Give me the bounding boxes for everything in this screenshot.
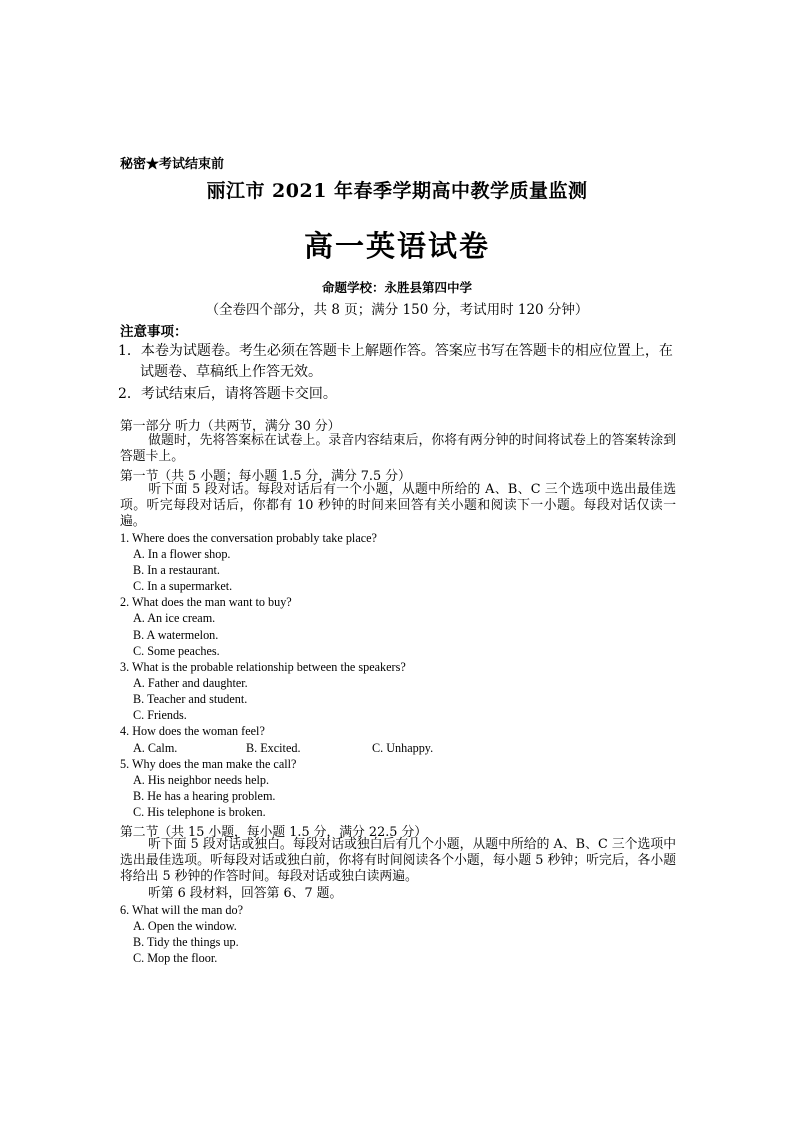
question-4-option-a: A. Calm. xyxy=(133,741,178,755)
question-1-option-a: A. In a flower shop. xyxy=(133,547,231,561)
part1-title: 第一部分 听力（共两节，满分 30 分） xyxy=(120,419,341,434)
notice-item-2: 2．考试结束后，请将答题卡交回。 xyxy=(118,386,337,402)
question-5: 5. Why does the man make the call? xyxy=(120,757,297,771)
section2-instruction xyxy=(120,837,676,885)
exam-title: 丽江市 2021 年春季学期高中教学质量监测 xyxy=(206,180,588,202)
question-2: 2. What does the man want to buy? xyxy=(120,595,292,609)
question-6-option-c: C. Mop the floor. xyxy=(133,951,218,965)
question-5-option-c: C. His telephone is broken. xyxy=(133,805,266,819)
question-6-option-a: A. Open the window. xyxy=(133,919,237,933)
question-3-option-b: B. Teacher and student. xyxy=(133,692,248,706)
notice-item-1-continued: 试题卷、草稿纸上作答无效。 xyxy=(140,364,322,380)
question-1-option-c: C. In a supermarket. xyxy=(133,579,233,593)
setter-school: 命题学校：永胜县第四中学 xyxy=(321,280,472,295)
question-4-option-b: B. Excited. xyxy=(246,741,301,755)
section2-instruction-text: 听下面 5 段对话或独白。每段对话或独白后有几个小题，从题中所给的 A、B、C 三个选项中选出最佳选项。听每段对话或独白前，你将有时间阅读各个小题，每小题 5 秒钟；听完后，各小题将给出 5 秒钟的作答时间。每段对话或独白读两遍。 xyxy=(120,837,676,884)
part1-instruction xyxy=(120,433,676,465)
confidential-label: 秘密★考试结束前 xyxy=(120,157,225,172)
section2-title: 第二节（共 15 小题，每小题 1.5 分，满分 22.5 分） xyxy=(120,825,428,840)
question-4: 4. How does the woman feel? xyxy=(120,724,265,738)
question-5-option-a: A. His neighbor needs help. xyxy=(133,773,270,787)
question-3: 3. What is the probable relationship between the speakers? xyxy=(120,660,406,674)
exam-scope: （全卷四个部分，共 8 页；满分 150 分，考试用时 120 分钟） xyxy=(205,302,589,318)
section1-instruction xyxy=(120,482,676,530)
question-2-option-c: C. Some peaches. xyxy=(133,644,220,658)
question-3-option-c: C. Friends. xyxy=(133,708,187,722)
question-1: 1. Where does the conversation probably take place? xyxy=(120,531,377,545)
question-2-option-a: A. An ice cream. xyxy=(133,611,216,625)
notice-item-1: 1．本卷为试题卷。考生必须在答题卡上解题作答。答案应书写在答题卡的相应位置上，在 xyxy=(118,343,673,359)
question-1-option-b: B. In a restaurant. xyxy=(133,563,220,577)
paper-title: 高一英语试卷 xyxy=(303,229,490,263)
question-2-option-b: B. A watermelon. xyxy=(133,628,219,642)
material-6-heading: 听第 6 段材料，回答第 6、7 题。 xyxy=(148,886,343,901)
question-5-option-b: B. He has a hearing problem. xyxy=(133,789,276,803)
question-6-option-b: B. Tidy the things up. xyxy=(133,935,239,949)
section1-title: 第一节（共 5 小题；每小题 1.5 分，满分 7.5 分） xyxy=(120,469,411,484)
notice-heading: 注意事项： xyxy=(120,324,188,340)
part1-instruction-text: 做题时，先将答案标在试卷上。录音内容结束后，你将有两分钟的时间将试卷上的答案转涂到答题卡上。 xyxy=(120,433,676,464)
question-3-option-a: A. Father and daughter. xyxy=(133,676,248,690)
question-4-option-c: C. Unhappy. xyxy=(372,741,434,755)
section1-instruction-text: 听下面 5 段对话。每段对话后有一个小题，从题中所给的 A、B、C 三个选项中选出最佳选项。听完每段对话后，你都有 10 秒钟的时间来回答有关小题和阅读下一小题。每段对话仅读一遍。 xyxy=(120,482,676,529)
question-6: 6. What will the man do? xyxy=(120,903,243,917)
